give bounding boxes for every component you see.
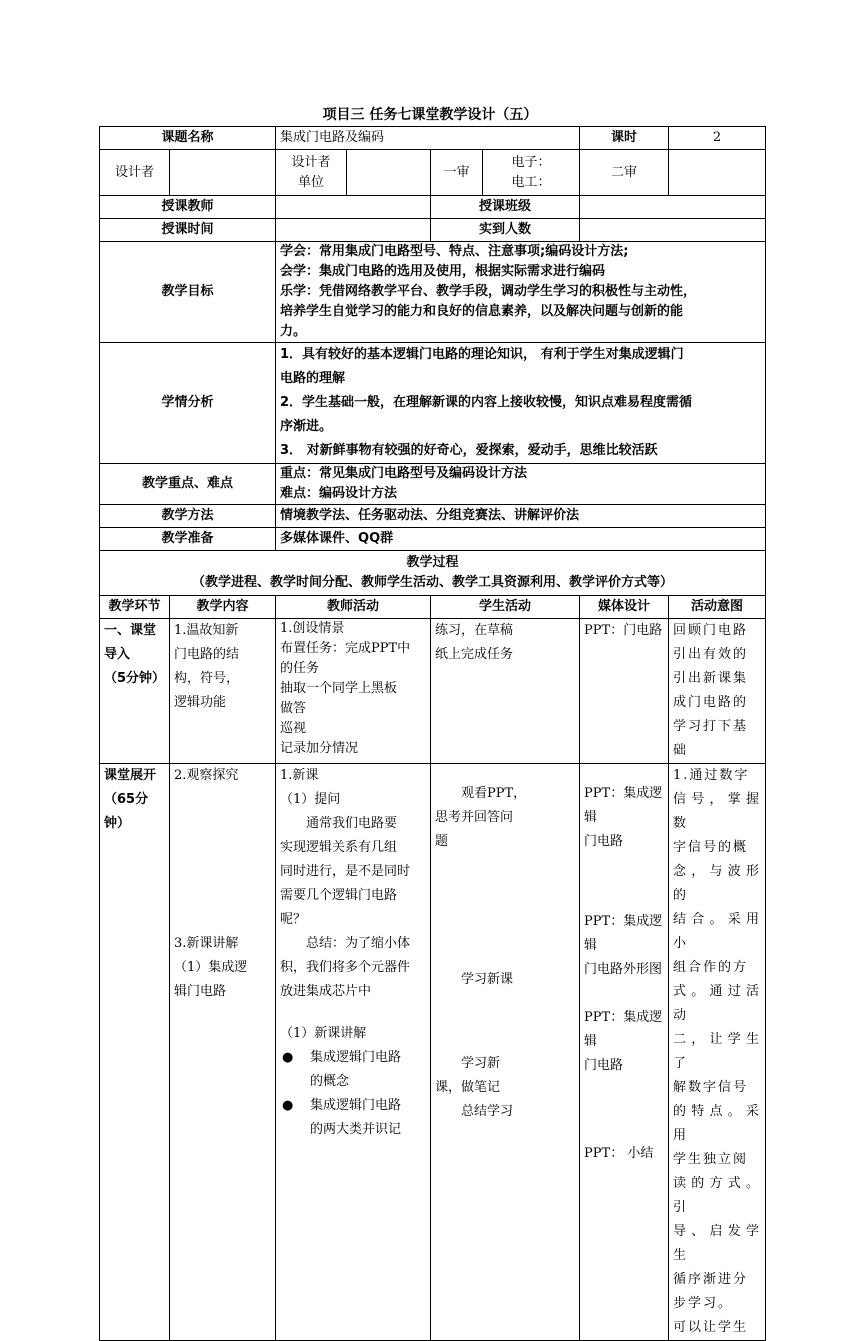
intent-line: 组合作的方 — [673, 960, 749, 975]
intent-line: 可以让学生 — [673, 1320, 749, 1335]
focus-text — [276, 464, 766, 505]
bullet-line: 的两大类并识记 — [310, 1122, 402, 1137]
review2-value — [669, 150, 766, 196]
intent-line: 引出有效的 — [673, 647, 749, 662]
goal-line: 力。 — [280, 324, 307, 339]
process-subtitle: （教学进程、教学时间分配、教师学生活动、教学工具资源利用、教学评价方式等） — [192, 575, 674, 590]
method-value: 情境教学法、任务驱动法、分组竞赛法、讲解评价法 — [276, 505, 766, 528]
header-content: 教学内容 — [170, 596, 276, 619]
student-line: 课，做笔记 — [435, 1080, 501, 1095]
intent-line: 学习打下基 — [673, 719, 749, 734]
content-line: 构，符号， — [174, 671, 240, 686]
media-line: PPT：门电路 — [584, 623, 663, 638]
teacher-line: 呢？ — [280, 912, 307, 927]
content-line: 逻辑功能 — [174, 695, 227, 710]
designer-row — [100, 150, 766, 196]
student-line: 题 — [435, 834, 449, 849]
content-line: （1）集成逻 — [174, 960, 248, 975]
intent-line: 成门电路的 — [673, 695, 749, 710]
focus-label: 教学重点、难点 — [100, 464, 276, 505]
stage-line: 一、课堂 — [104, 623, 157, 638]
bullet-icon: ● — [282, 1098, 294, 1113]
designer-label: 设计者 — [100, 150, 170, 196]
goals-row — [100, 242, 766, 343]
spacer — [435, 854, 575, 968]
analysis-line: 1．具有较好的基本逻辑门电路的理论知识， 有利于学生对集成逻辑门 — [280, 347, 684, 362]
method-label: 教学方法 — [100, 505, 276, 528]
row1-stage — [100, 619, 170, 764]
analysis-label: 学情分析 — [100, 343, 276, 464]
media-line: PPT：集成逻辑 — [584, 1010, 663, 1049]
bullet-line: 的概念 — [310, 1074, 350, 1089]
goal-line: 会学：集成门电路的选用及使用，根据实际需求进行编码 — [280, 264, 606, 279]
process-heading-row — [100, 551, 766, 596]
review1-value — [483, 150, 580, 196]
teacher-line: 通常我们电路要 — [280, 816, 398, 831]
prep-label: 教学准备 — [100, 528, 276, 551]
focus-row — [100, 464, 766, 505]
teacher-line: 积，我们将多个元器件 — [280, 960, 411, 975]
intent-line: 学生独立阅 — [673, 1152, 749, 1167]
spacer — [435, 764, 575, 782]
spacer — [584, 764, 664, 782]
student-line: 思考并回答问 — [435, 810, 514, 825]
student-line: 练习，在草稿 — [435, 623, 514, 638]
row2-stage — [100, 764, 170, 1341]
media-line: 门电路 — [584, 1058, 624, 1073]
intent-line: 信号，掌握数 — [673, 792, 762, 831]
review-d-label: 电工： — [511, 174, 551, 190]
goal-line: 乐学：凭借网络教学平台、教学手段，调动学生学习的积极性与主动性， — [280, 284, 697, 299]
teacher-label: 授课教师 — [100, 196, 276, 219]
intent-line: 回顾门电路 — [673, 623, 749, 638]
analysis-line: 电路的理解 — [280, 371, 346, 386]
content-line: 3.新课讲解 — [174, 936, 239, 951]
intent-line: 引出新课集 — [673, 671, 749, 686]
intent-line: 的特点。采用 — [673, 1104, 762, 1143]
process-header-row — [100, 596, 766, 619]
intent-line: 导、启发学生 — [673, 1224, 762, 1263]
content-line: 1.温故知新 — [174, 623, 239, 638]
intent-line: 读的方式。引 — [673, 1176, 762, 1215]
bullet-item — [280, 1094, 426, 1142]
teacher-row — [100, 196, 766, 219]
intent-line: 循序渐进分 — [673, 1272, 749, 1287]
row1-student — [431, 619, 580, 764]
goals-text — [276, 242, 766, 343]
row1-media — [580, 619, 669, 764]
student-line: 学习新 — [435, 1056, 501, 1071]
analysis-line: 3． 对新鲜事物有较强的好奇心，爱探索，爱动手，思维比较活跃 — [280, 443, 658, 458]
media-line: PPT： 小结 — [584, 1146, 654, 1161]
row1-intent — [669, 619, 766, 764]
attendance-label: 实到人数 — [431, 219, 580, 242]
teacher-line: 实现逻辑关系有几组 — [280, 840, 398, 855]
topic-value: 集成门电路及编码 — [276, 127, 580, 150]
teacher-line: （1）新课讲解 — [280, 1026, 367, 1041]
intent-line: 础 — [673, 743, 689, 758]
spacer — [435, 992, 575, 1052]
intent-line: 步学习。 — [673, 1296, 734, 1311]
spacer — [584, 1078, 664, 1142]
time-value — [276, 219, 431, 242]
time-row — [100, 219, 766, 242]
teacher-line: 总结：为了缩小体 — [280, 936, 411, 951]
intent-line: 念，与波形的 — [673, 864, 762, 903]
row2-student — [431, 764, 580, 1341]
attendance-value — [580, 219, 766, 242]
spacer — [280, 1004, 426, 1022]
process-title: 教学过程 — [406, 555, 459, 570]
teacher-line: 做答 — [280, 701, 307, 716]
bullet-icon: ● — [282, 1050, 294, 1065]
goal-line: 学会：常用集成门电路型号、特点、注意事项;编码设计方法; — [280, 244, 629, 259]
teacher-line: 的任务 — [280, 661, 320, 676]
header-intent: 活动意图 — [669, 596, 766, 619]
header-teacher: 教师活动 — [276, 596, 431, 619]
teacher-line: 布置任务：完成PPT中 — [280, 641, 411, 656]
spacer — [584, 982, 664, 1006]
content-line: 2.观察探究 — [174, 768, 239, 783]
row2-teacher — [276, 764, 431, 1341]
teacher-line: 1.创设情景 — [280, 621, 345, 636]
teacher-value — [276, 196, 431, 219]
row2-media — [580, 764, 669, 1341]
content-line: 门电路的结 — [174, 647, 240, 662]
media-line: 门电路 — [584, 834, 624, 849]
topic-label: 课题名称 — [100, 127, 276, 150]
stage-line: 课堂展开 — [104, 768, 157, 783]
stage-line: （65分 — [104, 792, 149, 807]
designer-unit-line1: 设计者 — [291, 154, 331, 170]
spacer — [174, 788, 271, 932]
goal-line: 培养学生自觉学习的能力和良好的信息素养，以及解决问题与创新的能 — [280, 304, 684, 319]
designer-value — [170, 150, 276, 196]
row1-teacher — [276, 619, 431, 764]
intent-line: 解数字信号 — [673, 1080, 749, 1095]
stage-line: 钟） — [104, 816, 131, 831]
designer-unit-line2: 单位 — [298, 174, 325, 190]
media-line: PPT：集成逻辑 — [584, 914, 663, 953]
header-media: 媒体设计 — [580, 596, 669, 619]
analysis-line: 序渐进。 — [280, 419, 333, 434]
teacher-line: 需要几个逻辑门电路 — [280, 888, 398, 903]
process-heading — [100, 551, 766, 596]
process-row-expand — [100, 764, 766, 1341]
student-line: 观看PPT， — [435, 786, 527, 801]
student-line: 纸上完成任务 — [435, 647, 514, 662]
analysis-line: 2．学生基础一般，在理解新课的内容上接收较慢，知识点难易程度需循 — [280, 395, 693, 410]
bullet-line: 集成逻辑门电路 — [310, 1050, 402, 1065]
media-line: 门电路外形图 — [584, 962, 663, 977]
intent-line: 二，让学生了 — [673, 1032, 762, 1071]
teacher-line: （1）提问 — [280, 792, 341, 807]
teacher-line: 巡视 — [280, 721, 307, 736]
goals-label: 教学目标 — [100, 242, 276, 343]
intent-line: 式。通过活动 — [673, 984, 762, 1023]
analysis-row — [100, 343, 766, 464]
designer-unit-label — [276, 150, 347, 196]
stage-line: （5分钟） — [104, 671, 166, 686]
header-student: 学生活动 — [431, 596, 580, 619]
topic-row — [100, 127, 766, 150]
teacher-line: 放进集成芯片中 — [280, 984, 372, 999]
designer-unit-value — [347, 150, 431, 196]
analysis-text — [276, 343, 766, 464]
review-e-label: 电子： — [511, 154, 551, 170]
row2-content — [170, 764, 276, 1341]
class-value — [580, 196, 766, 219]
lesson-plan-table — [99, 126, 766, 1341]
hours-value: 2 — [669, 127, 766, 150]
row2-intent — [669, 764, 766, 1341]
student-line: 总结学习 — [435, 1104, 514, 1119]
teacher-line: 同时进行，是不是同时 — [280, 864, 411, 879]
stage-line: 导入 — [104, 647, 131, 662]
focus-line: 难点：编码设计方法 — [280, 486, 398, 501]
teacher-line: 记录加分情况 — [280, 741, 359, 756]
bullet-item — [280, 1046, 426, 1094]
bullet-line: 集成逻辑门电路 — [310, 1098, 402, 1113]
page-title: 项目三 任务七课堂教学设计（五） — [322, 107, 538, 123]
teacher-line: 1.新课 — [280, 768, 319, 783]
intent-line: 字信号的概 — [673, 840, 749, 855]
prep-row — [100, 528, 766, 551]
intent-line: 1.通过数字 — [673, 768, 750, 783]
header-stage: 教学环节 — [100, 596, 170, 619]
row1-content — [170, 619, 276, 764]
class-label: 授课班级 — [431, 196, 580, 219]
review2-label: 二审 — [580, 150, 669, 196]
intent-line: 结合。采用小 — [673, 912, 762, 951]
time-label: 授课时间 — [100, 219, 276, 242]
review1-label: 一审 — [431, 150, 483, 196]
hours-label: 课时 — [580, 127, 669, 150]
media-line: PPT：集成逻辑 — [584, 786, 663, 825]
teacher-line: 抽取一个同学上黑板 — [280, 681, 398, 696]
focus-line: 重点：常见集成门电路型号及编码设计方法 — [280, 466, 528, 481]
spacer — [584, 854, 664, 910]
prep-value: 多媒体课件、QQ群 — [276, 528, 766, 551]
method-row — [100, 505, 766, 528]
process-row-intro — [100, 619, 766, 764]
content-line: 辑门电路 — [174, 984, 227, 999]
student-line: 学习新课 — [435, 972, 514, 987]
